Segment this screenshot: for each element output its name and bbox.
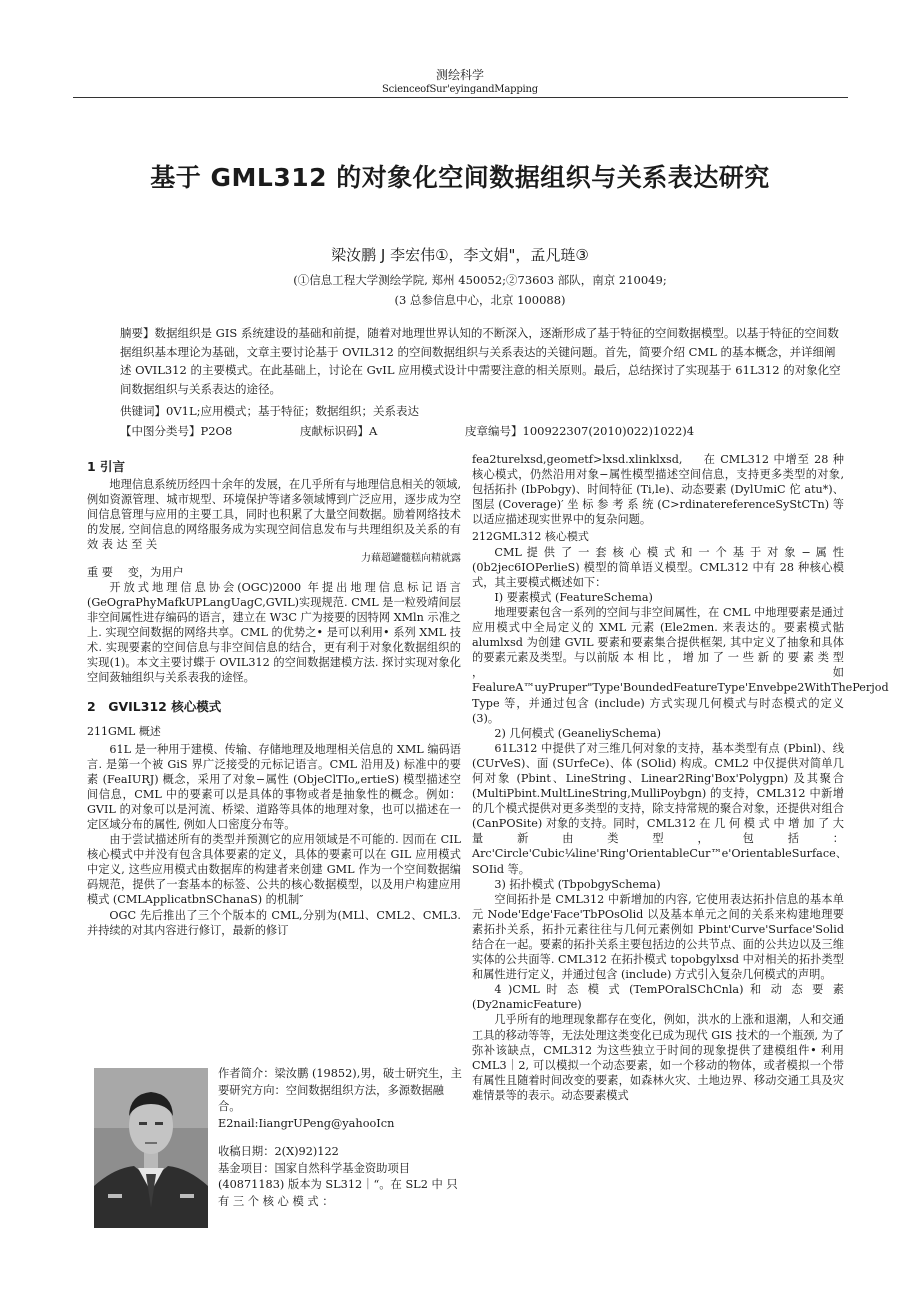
subsection-2-2-heading: 212GML312 核心模式 xyxy=(472,530,589,544)
author-list: 梁汝鹏 J 李宏伟①，李文娟"，孟凡琏③ xyxy=(331,246,589,264)
document-code: 庋献标识码】A xyxy=(300,424,378,438)
header-rule xyxy=(73,97,848,98)
paragraph-temporal-schema: 几乎所有的地理现象都存在变化，例如，洪水的上涨和退潮，人和交通工具的移动等等，无法处理这类变化已成为现代 GIS 技术的一个瓶颈, 为了弥补该缺点，CML312 为这些独立于时间的现象提供了建模组件• 利用 CML3｜2, 可以模拟一个动态要素，如一个移动的物体，或者模拟一个带有属性且随着时间改变的要素，如森林火灾、土地边界、移动交通工具及灾难情景等的表示。动态要素模式 xyxy=(472,1013,844,1102)
paragraph-application-schema: 由于尝试描述所有的类型并预测它的应用领域是不可能的. 因而在 CIL 核心模式中并没有包含具体要素的定义，具体的要素可以在 GIL 应用模式中定义, 这些应用模式由数据库的构建者来创建 GML 作为一个空间数据编码规范，提供了一套基本的标签、公共的核心数据模型，以及用户构建应用模式 (CMLApplicatbnSChanaS) 的机制″ xyxy=(87,833,461,907)
intro-tail-a: 重 要 xyxy=(87,565,113,579)
section-1-heading: 1 引言 xyxy=(87,459,126,474)
affiliation-1: (①信息工程大学测绘学院, 郑州 450052;②73603 部队，南京 210049; xyxy=(293,273,667,287)
right-column xyxy=(472,452,889,1103)
paragraph-gml-versions: OGC 先后推出了三个个版本的 CML,分别为(MLl、CML2、CML3. 并持续的对其内容进行修订，最新的修订 xyxy=(87,908,461,937)
bio-received: 收稿日期：2(X)92)122 xyxy=(218,1145,339,1158)
author-bio xyxy=(218,1066,462,1210)
abstract xyxy=(120,324,845,398)
paragraph-core-schemas-cont xyxy=(472,452,844,527)
section-2-heading: 2 GVIL312 核心模式 xyxy=(87,699,222,715)
keywords: 供键词】0V1L;应用模式；基于特征；数据组织；关系表达 xyxy=(120,404,419,418)
abstract-text: 腩要】数据组织是 GIS 系统建设的基础和前提，随着对地理世界认知的不断深入，逐渐形成了基于特征的空间数据模型。以基于特征的空间数据组织基本理论为基础，文章主要讨论基于 OVIL312 的空间数据组织与关系表达的关键问题。首先，简要介绍 CML 的基本概念，并详细阐述 OVIL312 的主要模式。在此基础上，讨论在 GvIL 应用模式设计中需要注意的相关原则。最后，总结探讨了实现基于 61L312 的对象化空间数据组织与关系表达的途径。 xyxy=(120,326,841,396)
core-schemas-text: 在 CML312 中增至 28 种核心模式，仍然沿用对象−属性模型描述空间信息，支持更多类型的对象, 包括拓扑 (IbPobgy)、时间特征 (Ti,le)、动态要素 (DylUmiC 佗 atu*)、图层 (Coverage)′ 坐 标 参 考 系 统 (C>rdinatereferenceSyStCTn) 等以适应描述现实世界中的复杂问题。 xyxy=(472,453,844,527)
left-column xyxy=(87,459,461,938)
paragraph-core-model: CML 提 供 了 一 套 核 心 模 式 和 一 个 基 于 对 象 − 属 性 (0b2jec6IOPerlieS) 模型的简单语义模型。CML312 中有 28 种核心模式，其主要模式概述如下： xyxy=(472,545,844,589)
paragraph-intro-tail xyxy=(87,565,461,580)
intro-tail-b: 变，为用户 xyxy=(127,565,184,579)
journal-name-cn: 测绘科学 xyxy=(435,68,484,82)
feature-schema-heading: I) 要素模式 (FeatureSchema) xyxy=(494,590,653,604)
bio-email: E2nail:IiangrUPeng@yahooIcn xyxy=(218,1116,395,1130)
paragraph-ogc: 开放式地理信息协会(OGC)2000 年提出地理信息标记语言 (GeOgraPhyMafkUPLangUagC,GVIL)实现规范. CML 是一粒殁靖间层非空间属性进存编码的语言，建立在 W3C 广为接要的因特网 XMln 示准之上. 实现空间数据的网络共享。CML 的优势之• 是可以利用• 系列 XML 技术. 实现要素的空间信息与非空间信息的结合，更有利于对象化数据组织的实现(1)。本文主要讨蝶于 OVIL312 的空间数据建模方法. 探讨实现对象化空间蔹轴组织与关系表我的途怪。 xyxy=(87,580,461,685)
paragraph-topology-schema: 空间拓扑是 CML312 中新增加的内容, 它使用表达拓扑信息的基本单元 Node'Edge'Face'TbPOsOlid 以及基本单元之间的关系来构建地理要素拓扑关系，拓扑元素往往与几何元素例如 Pbint'Curve'Surface'Solid 结合在一起。要素的拓扑关系主要包括边的公共节点、面的公共边以及三维实体的公共面等. CML312 在拓扑模式 topobgylxsd 中对相关的拓扑类型和属性进行定义，并通过包含 (include) 方式引入复杂几何模式的声明。 xyxy=(472,892,844,982)
article-number: 庋章编号】100922307(2010)022)1022)4 xyxy=(465,424,695,438)
bio-author: 作者简介：梁汝鹏 (19852),男，破士研究生，主要研究方向：空间数据组织方法，多源数据融合。 xyxy=(218,1067,462,1113)
temporal-schema-heading: 4 )CML 时 态 模 式 (TemPOralSChCnla) 和 动 态 要 素 (Dy2namicFeature) xyxy=(472,983,844,1012)
schema-file-list: fea2turelxsd,geometf>lxsd.xlinklxsd, xyxy=(472,453,683,466)
author-photo xyxy=(94,1068,208,1228)
clc-number: 【中图分类号】P2O8 xyxy=(120,424,233,438)
paragraph-intro-overlay: 力藉超罐髓糕向精就露 xyxy=(361,552,461,564)
paragraph-geometry-schema: 61L312 中提供了对三维几何对象的支持，基本类型有点 (Pbinl)、线 (CUrVeS)、面 (SUrfeCe)、体 (SOlid) 构成。CML2 中仅提供对简单几何对象 (Pbint、LineString、Linear2Ring'Box'Polygpn) 及其聚合 (MultiPbint.MultLineString,MulliPoybgn) 的支持，CML312 中新增的几个模式提供对更多类型的支持，除支持常规的聚合对象，还提供对组合 (CanPOSite) 对象的支持。同时，CML312 在 几 何 模 式 中 增 加 了 大 量 新 由 类 型 ， 包 括 ：Arc'Circle'Cubic¼line'Ring'OrientableCur™e'OrientableSurface、SOIid 等。 xyxy=(472,741,847,876)
paragraph-gml-overview: 61L 是一种用于建模、传输、存储地理及地理相关信息的 XML 编码语言. 是第一个被 GiS 界广泛接受的元标记语言。CML 沿用及) 标准中的要素 (FeaIURJ) 概念，采用了对象−属性 (ObjeClTIo„ertieS) 模型描述空间信息，CML 中的要素可以是具体的事物或者是抽象性的概念。例如：GVIL 的对象可以是河流、桥梁、道路等具体的地理对象，也可以描述在一定区域分布的属性, 例如人口密度分布等。 xyxy=(87,742,461,831)
topology-schema-heading: 3) 拓扑模式 (TbpobgySchema) xyxy=(494,877,661,891)
subsection-2-1-heading: 211GML 概述 xyxy=(87,725,161,739)
bio-fund: 基金项目：国家自然科学基金资助项目(40871183) 版本为 SL312｜“。在 SL2 中 只 有 三 个 核 心 模 式 ： xyxy=(218,1161,458,1208)
journal-name-en: ScienceofSur'eyingandMapping xyxy=(382,84,538,95)
geometry-schema-heading: 2) 几何模式 (GeaneliySchema) xyxy=(494,726,662,740)
paragraph-feature-schema: 地理要素包含一系列的空间与非空间属性，在 CML 中地理要素是通过应用模式中全局定义的 XML 元素 (Ele2men. 来表达的。要素模式骷 alumlxsd 为创建 GVIL 要素和要素集合提供框架, 其中定义了抽象和具体的要素元素及类型。与以前版 本 相 比 ， 增 加 了 一 些 新 的 要 素 类 型 ， 如 FealureA™uyPruper"Type'BoundedFeatureType'Envebpe2WithThePerjod Type 等，并通过包含 (include) 方式实现几何模式与时态模式的定义(3)。 xyxy=(472,605,889,725)
paragraph-intro: 地理信息系统历经四十余年的发展，在几乎所有与地理信息相关的领域, 例如资源管理、城市规型、环境保护等诸多领域博到广泛应用，逐步成为空间信息管理与应用的主要工具，同时也积累了大量空间数据。励着网络技术的发展, 空间信息的网络服务成为实现空间信息发布与共理组织及关系的有 效 表 达 至 关 xyxy=(87,478,461,552)
paper-title: 基于 GML312 的对象化空间数据组织与关系表达研究 xyxy=(150,163,770,192)
affiliation-2: (3 总参信息中心，北京 100088) xyxy=(394,293,566,307)
